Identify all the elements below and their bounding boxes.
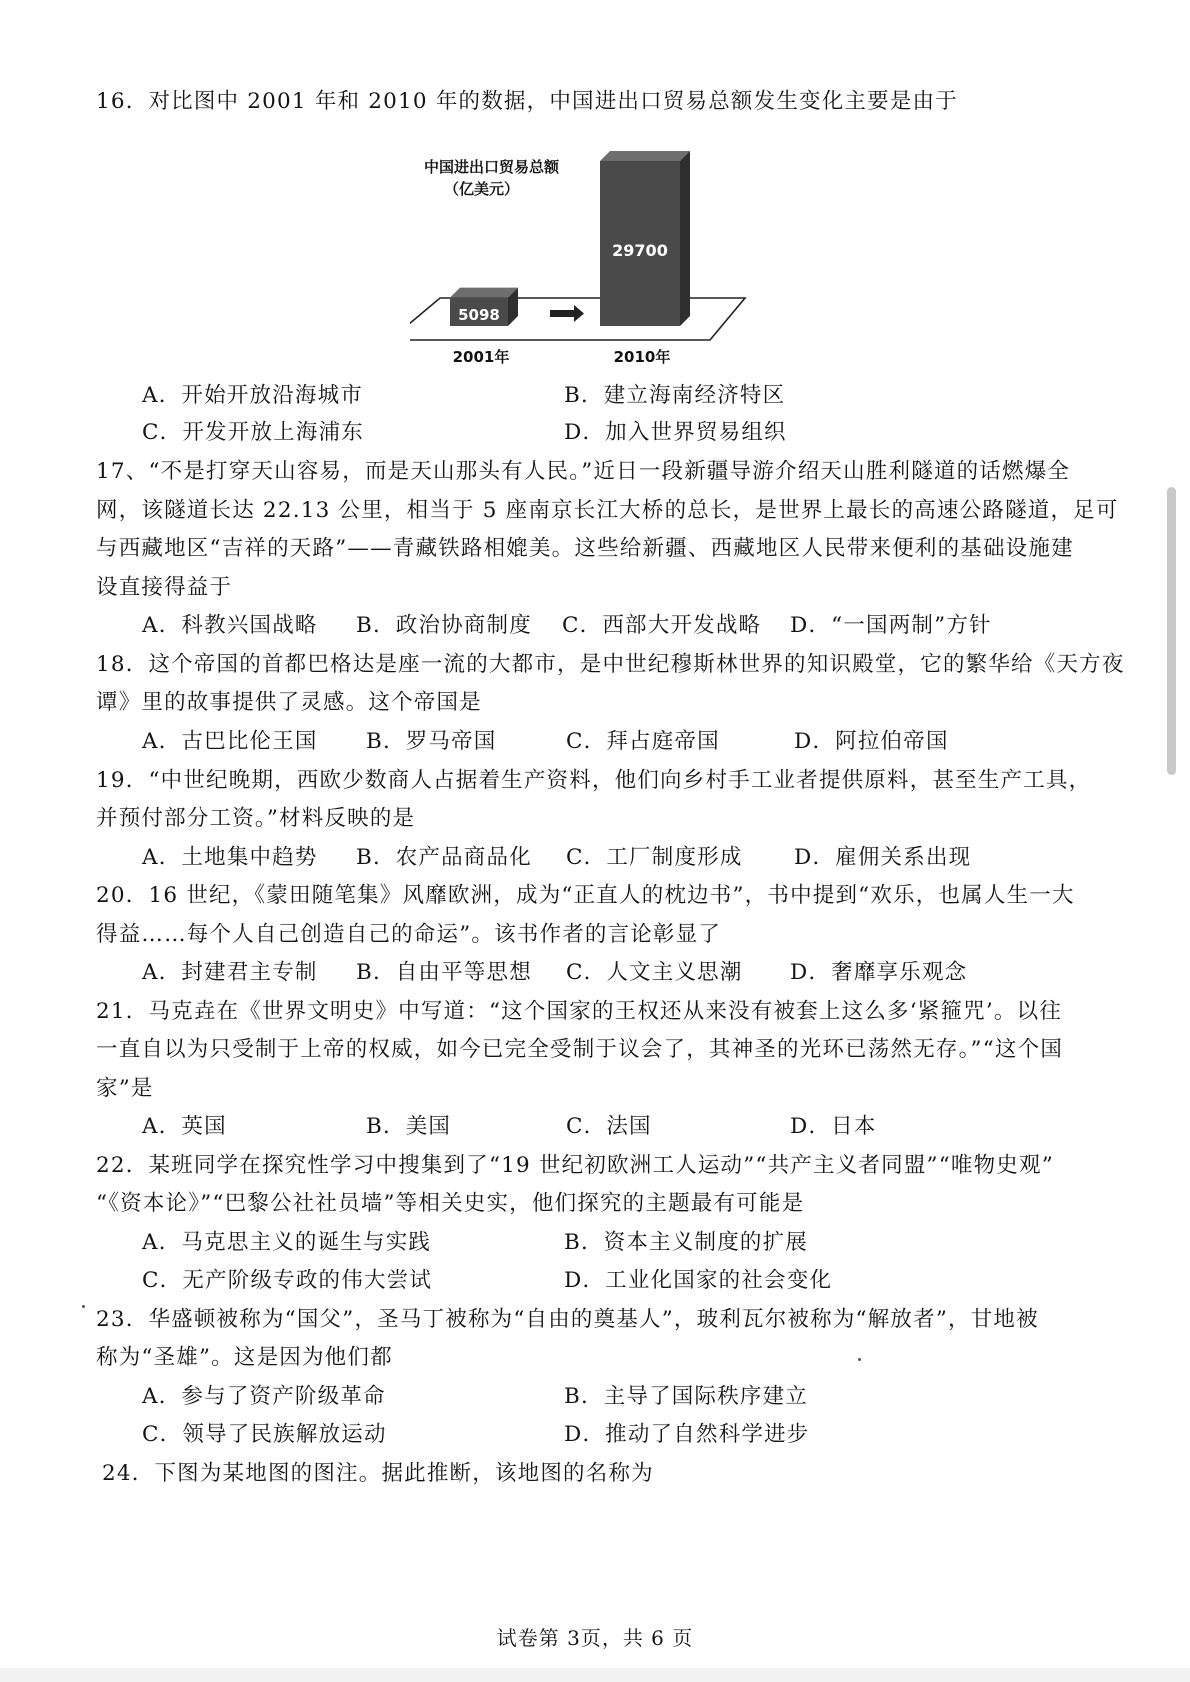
arrow-shaft <box>550 310 574 317</box>
q16-option-a[interactable]: A．开始开放沿海城市 <box>142 383 364 408</box>
q23-line-2: 称为“圣雄”。这是因为他们都 <box>96 1345 393 1370</box>
q17-option-a[interactable]: A．科教兴国战略 <box>142 613 318 638</box>
q24-stem: 24．下图为某地图的图注。据此推断，该地图的名称为 <box>102 1461 654 1486</box>
q17-option-d[interactable]: D．“一国两制”方针 <box>790 613 992 638</box>
q21-line-2: 一直自以为只受制于上帝的权威，如今已完全受制于议会了，其神圣的光环已荡然无存。”“这个国 <box>96 1037 1064 1062</box>
trade-chart <box>410 150 790 395</box>
bar-top-1 <box>600 151 690 161</box>
category-label-1: 2010年 <box>613 348 671 366</box>
q22-line-2: “《资本论》”“巴黎公社社员墙”等相关史实，他们探究的主题最有可能是 <box>96 1191 805 1216</box>
q19-option-d[interactable]: D．雇佣关系出现 <box>794 845 972 870</box>
q18-line-1: 18．这个帝国的首都巴格达是座一流的大都市，是中世纪穆斯林世界的知识殿堂，它的繁华给《天方夜 <box>96 652 1125 677</box>
chart-title-line1: 中国进出口贸易总额 <box>424 158 560 176</box>
q16-option-d[interactable]: D．加入世界贸易组织 <box>564 420 787 445</box>
q22-line-1: 22．某班同学在探究性学习中搜集到了“19 世纪初欧洲工人运动”“共产主义者同盟”“唯物史观” <box>96 1153 1054 1178</box>
q17-line-1: 17、“不是打穿天山容易，而是天山那头有人民。”近日一段新疆导游介绍天山胜利隧道的话燃爆全 <box>96 459 1071 484</box>
q18-option-b[interactable]: B．罗马帝国 <box>366 729 497 754</box>
q19-option-c[interactable]: C．工厂制度形成 <box>566 845 743 870</box>
q23-line-1: 23．华盛顿被称为“国父”，圣马丁被称为“自由的奠基人”，玻利瓦尔被称为“解放者”，甘地被 <box>96 1307 1039 1332</box>
bar-side-1 <box>680 151 690 326</box>
scan-speck <box>82 1305 85 1308</box>
q17-option-c[interactable]: C．西部大开发战略 <box>562 613 762 638</box>
q20-line-2: 得益……每个人自己创造自己的命运”。该书作者的言论彰显了 <box>96 922 722 947</box>
q17-line-4: 设直接得益于 <box>96 575 233 600</box>
q18-option-a[interactable]: A．古巴比伦王国 <box>142 729 318 754</box>
q18-option-d[interactable]: D．阿拉伯帝国 <box>794 729 949 754</box>
q19-option-b[interactable]: B．农产品商品化 <box>356 845 532 870</box>
vertical-scrollbar[interactable] <box>1167 487 1176 775</box>
q19-option-a[interactable]: A．土地集中趋势 <box>142 845 318 870</box>
q20-option-d[interactable]: D．奢靡享乐观念 <box>790 960 968 985</box>
q23-option-c[interactable]: C．领导了民族解放运动 <box>142 1422 387 1447</box>
q20-option-b[interactable]: B．自由平等思想 <box>356 960 532 985</box>
q20-option-c[interactable]: C．人文主义思潮 <box>566 960 743 985</box>
q23-option-b[interactable]: B．主导了国际秩序建立 <box>564 1384 809 1409</box>
q22-option-c[interactable]: C．无产阶级专政的伟大尝试 <box>142 1268 433 1293</box>
q17-line-2: 网，该隧道长达 22.13 公里，相当于 5 座南京长江大桥的总长，是世界上最长的高速公路隧道，足可 <box>96 498 1119 523</box>
q21-option-a[interactable]: A．英国 <box>142 1114 227 1139</box>
page-footer: 试卷第 3页，共 6 页 <box>496 1626 694 1650</box>
q21-option-b[interactable]: B．美国 <box>366 1114 452 1139</box>
q21-option-d[interactable]: D．日本 <box>790 1114 877 1139</box>
q23-option-a[interactable]: A．参与了资产阶级革命 <box>142 1384 386 1409</box>
category-label-0: 2001年 <box>452 348 510 366</box>
bar-value-label-0: 5098 <box>458 306 500 324</box>
q19-line-2: 并预付部分工资。”材料反映的是 <box>96 806 416 831</box>
q22-option-a[interactable]: A．马克思主义的诞生与实践 <box>142 1230 432 1255</box>
q16-option-c[interactable]: C．开发开放上海浦东 <box>142 420 364 445</box>
q16-stem: 16．对比图中 2001 年和 2010 年的数据，中国进出口贸易总额发生变化主要是由于 <box>96 89 958 114</box>
q18-option-c[interactable]: C．拜占庭帝国 <box>566 729 720 754</box>
q22-option-b[interactable]: B．资本主义制度的扩展 <box>564 1230 809 1255</box>
q19-line-1: 19．“中世纪晚期，西欧少数商人占据着生产资料，他们向乡村手工业者提供原料，甚至生产工具， <box>96 768 1092 793</box>
q22-option-d[interactable]: D．工业化国家的社会变化 <box>564 1268 833 1293</box>
q17-line-3: 与西藏地区“吉祥的天路”——青藏铁路相媲美。这些给新疆、西藏地区人民带来便利的基础设施建 <box>96 536 1074 561</box>
arrow-head <box>574 305 584 322</box>
chart-title-line2: （亿美元） <box>444 180 520 198</box>
q18-line-2: 谭》里的故事提供了灵感。这个帝国是 <box>96 690 482 715</box>
q21-option-c[interactable]: C．法国 <box>566 1114 652 1139</box>
q17-option-b[interactable]: B．政治协商制度 <box>356 613 532 638</box>
q21-line-1: 21．马克垚在《世界文明史》中写道：“这个国家的王权还从来没有被套上这么多‘紧箍咒’。以往 <box>96 999 1063 1024</box>
q21-line-3: 家”是 <box>96 1076 154 1101</box>
q23-option-d[interactable]: D．推动了自然科学进步 <box>564 1422 810 1447</box>
q20-line-1: 20．16 世纪，《蒙田随笔集》风靡欧洲，成为“正直人的枕边书”，书中提到“欢乐，也属人生一大 <box>96 883 1075 908</box>
scan-speck <box>858 1358 861 1361</box>
q16-option-b[interactable]: B．建立海南经济特区 <box>564 383 786 408</box>
bottom-edge <box>0 1668 1190 1682</box>
bar-value-label-1: 29700 <box>612 241 668 260</box>
q20-option-a[interactable]: A．封建君主专制 <box>142 960 318 985</box>
bar-top-0 <box>450 288 518 298</box>
